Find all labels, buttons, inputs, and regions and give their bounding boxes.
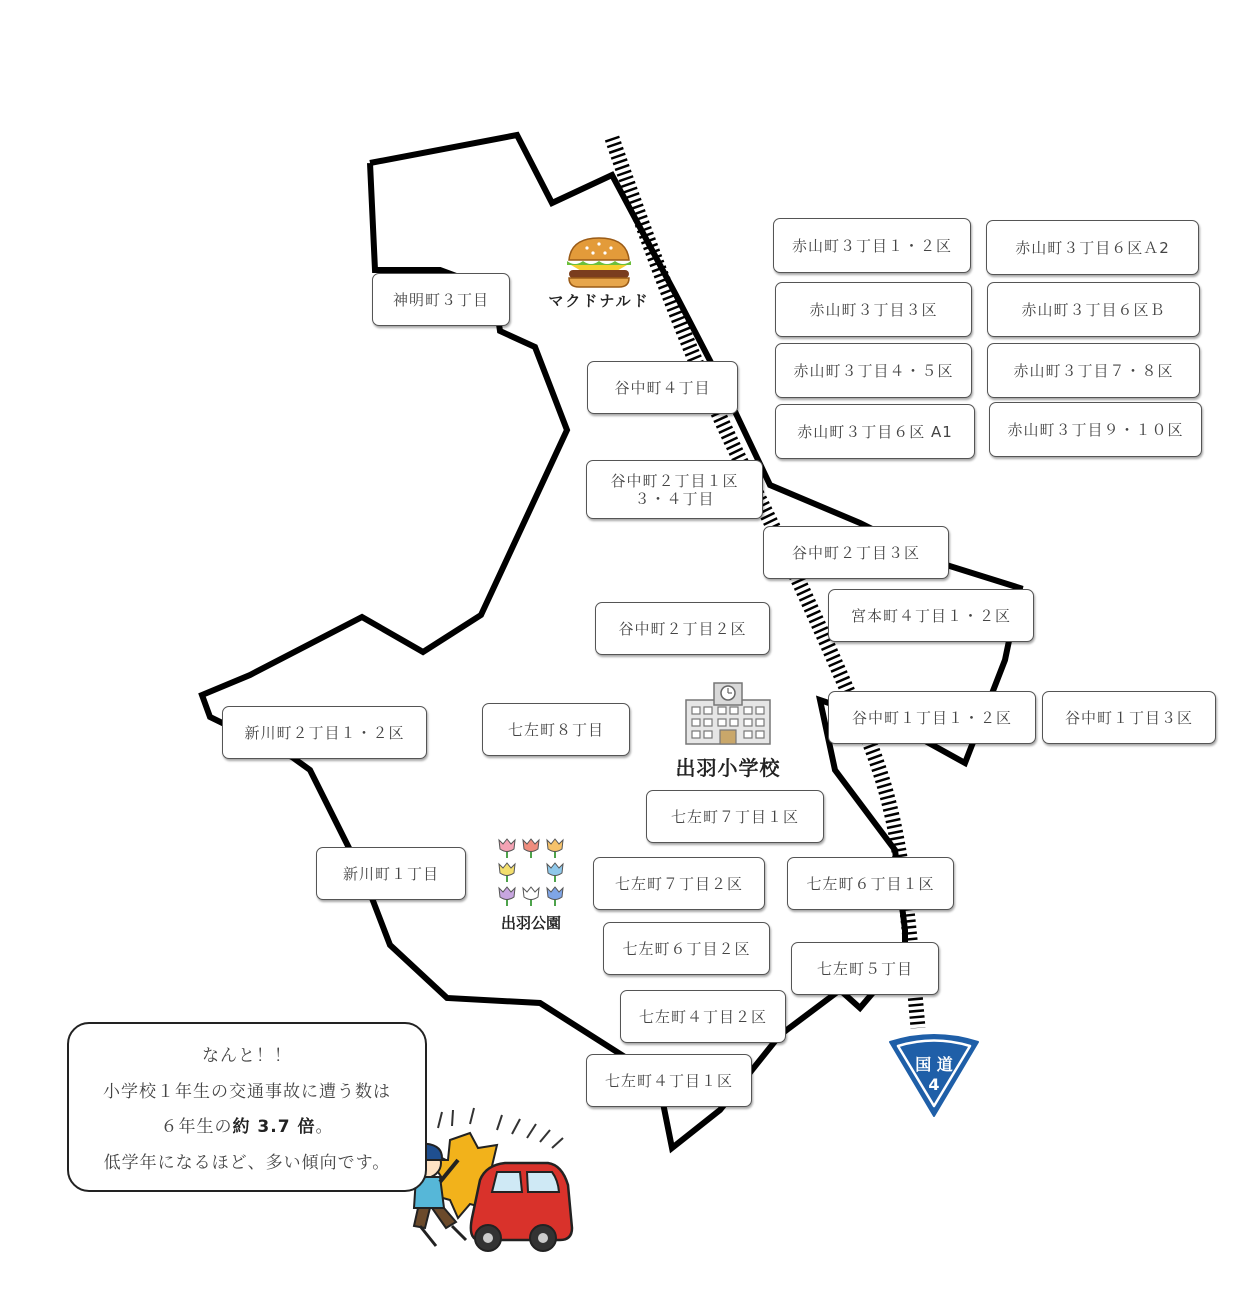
hamburger-icon <box>563 234 635 290</box>
area-label-shichizacho-4-2: 七左町４丁目２区 <box>620 990 786 1043</box>
school-label: 出羽小学校 <box>675 756 781 780</box>
area-label-akayamacho-3-6b: 赤山町３丁目６区Ｂ <box>987 282 1200 337</box>
mcdonalds-landmark <box>545 234 653 311</box>
area-label-akayamacho-3-7: 赤山町３丁目７・８区 <box>987 343 1200 398</box>
area-label-yanakacho-4: 谷中町４丁目 <box>587 361 738 414</box>
area-label-shichizacho-7-2: 七左町７丁目２区 <box>593 857 765 910</box>
accident-callout <box>67 1022 427 1192</box>
callout-line1: なんと！！ <box>202 1046 292 1067</box>
park-label: 出羽公園 <box>500 914 561 932</box>
area-label-shichizacho-6-2: 七左町６丁目２区 <box>603 922 770 975</box>
callout-line3: ６年生の約 3.7 倍。 <box>160 1117 334 1138</box>
area-label-akayamacho-3-4: 赤山町３丁目４・５区 <box>775 343 972 398</box>
area-label-yanakacho-1-3: 谷中町１丁目３区 <box>1042 691 1216 744</box>
area-label-shichizacho-6-1: 七左町６丁目１区 <box>787 857 954 910</box>
area-label-shichizacho-5: 七左町５丁目 <box>791 942 939 995</box>
area-label-yanakacho-1-1: 谷中町１丁目１・２区 <box>828 691 1036 744</box>
area-label-akayamacho-3-1: 赤山町３丁目１・２区 <box>773 218 971 273</box>
route-sign-line1: 国 道 <box>915 1055 953 1074</box>
route-sign-number: 4 <box>928 1075 940 1094</box>
park-landmark <box>490 836 572 933</box>
school-landmark <box>660 680 796 781</box>
area-label-akayamacho-3-6a2: 赤山町３丁目６区Ａ2 <box>986 220 1199 275</box>
area-label-shinmeicho-3: 神明町３丁目 <box>372 273 510 326</box>
mcdonalds-label: マクドナルド <box>548 292 650 310</box>
area-label-miyamotocho-4: 宮本町４丁目１・２区 <box>828 589 1034 642</box>
callout-line2: 小学校１年生の交通事故に遭う数は <box>103 1081 391 1102</box>
area-label-yanakacho-2-1: 谷中町２丁目１区 ３・４丁目 <box>586 460 763 519</box>
area-label-shichizacho-4-1: 七左町４丁目１区 <box>586 1054 752 1107</box>
area-label-akayamacho-3-6a1: 赤山町３丁目６区 A1 <box>775 404 975 459</box>
area-label-shinkawacho-1: 新川町１丁目 <box>316 847 466 900</box>
area-label-shichizacho-7-1: 七左町７丁目１区 <box>646 790 824 843</box>
callout-line4: 低学年になるほど、多い傾向です。 <box>103 1152 391 1173</box>
route-4-sign <box>886 1032 982 1120</box>
area-label-shichizacho-8: 七左町８丁目 <box>482 703 630 756</box>
area-label-shinkawacho-2: 新川町２丁目１・２区 <box>222 706 427 759</box>
school-building-icon <box>683 680 773 746</box>
area-label-akayamacho-3-3: 赤山町３丁目３区 <box>775 282 972 337</box>
area-label-yanakacho-2-2: 谷中町２丁目２区 <box>595 602 770 655</box>
area-label-akayamacho-3-9: 赤山町３丁目９・１０区 <box>989 402 1202 457</box>
tulip-flowers-icon <box>494 836 568 908</box>
area-label-yanakacho-2-3: 谷中町２丁目３区 <box>763 526 949 579</box>
